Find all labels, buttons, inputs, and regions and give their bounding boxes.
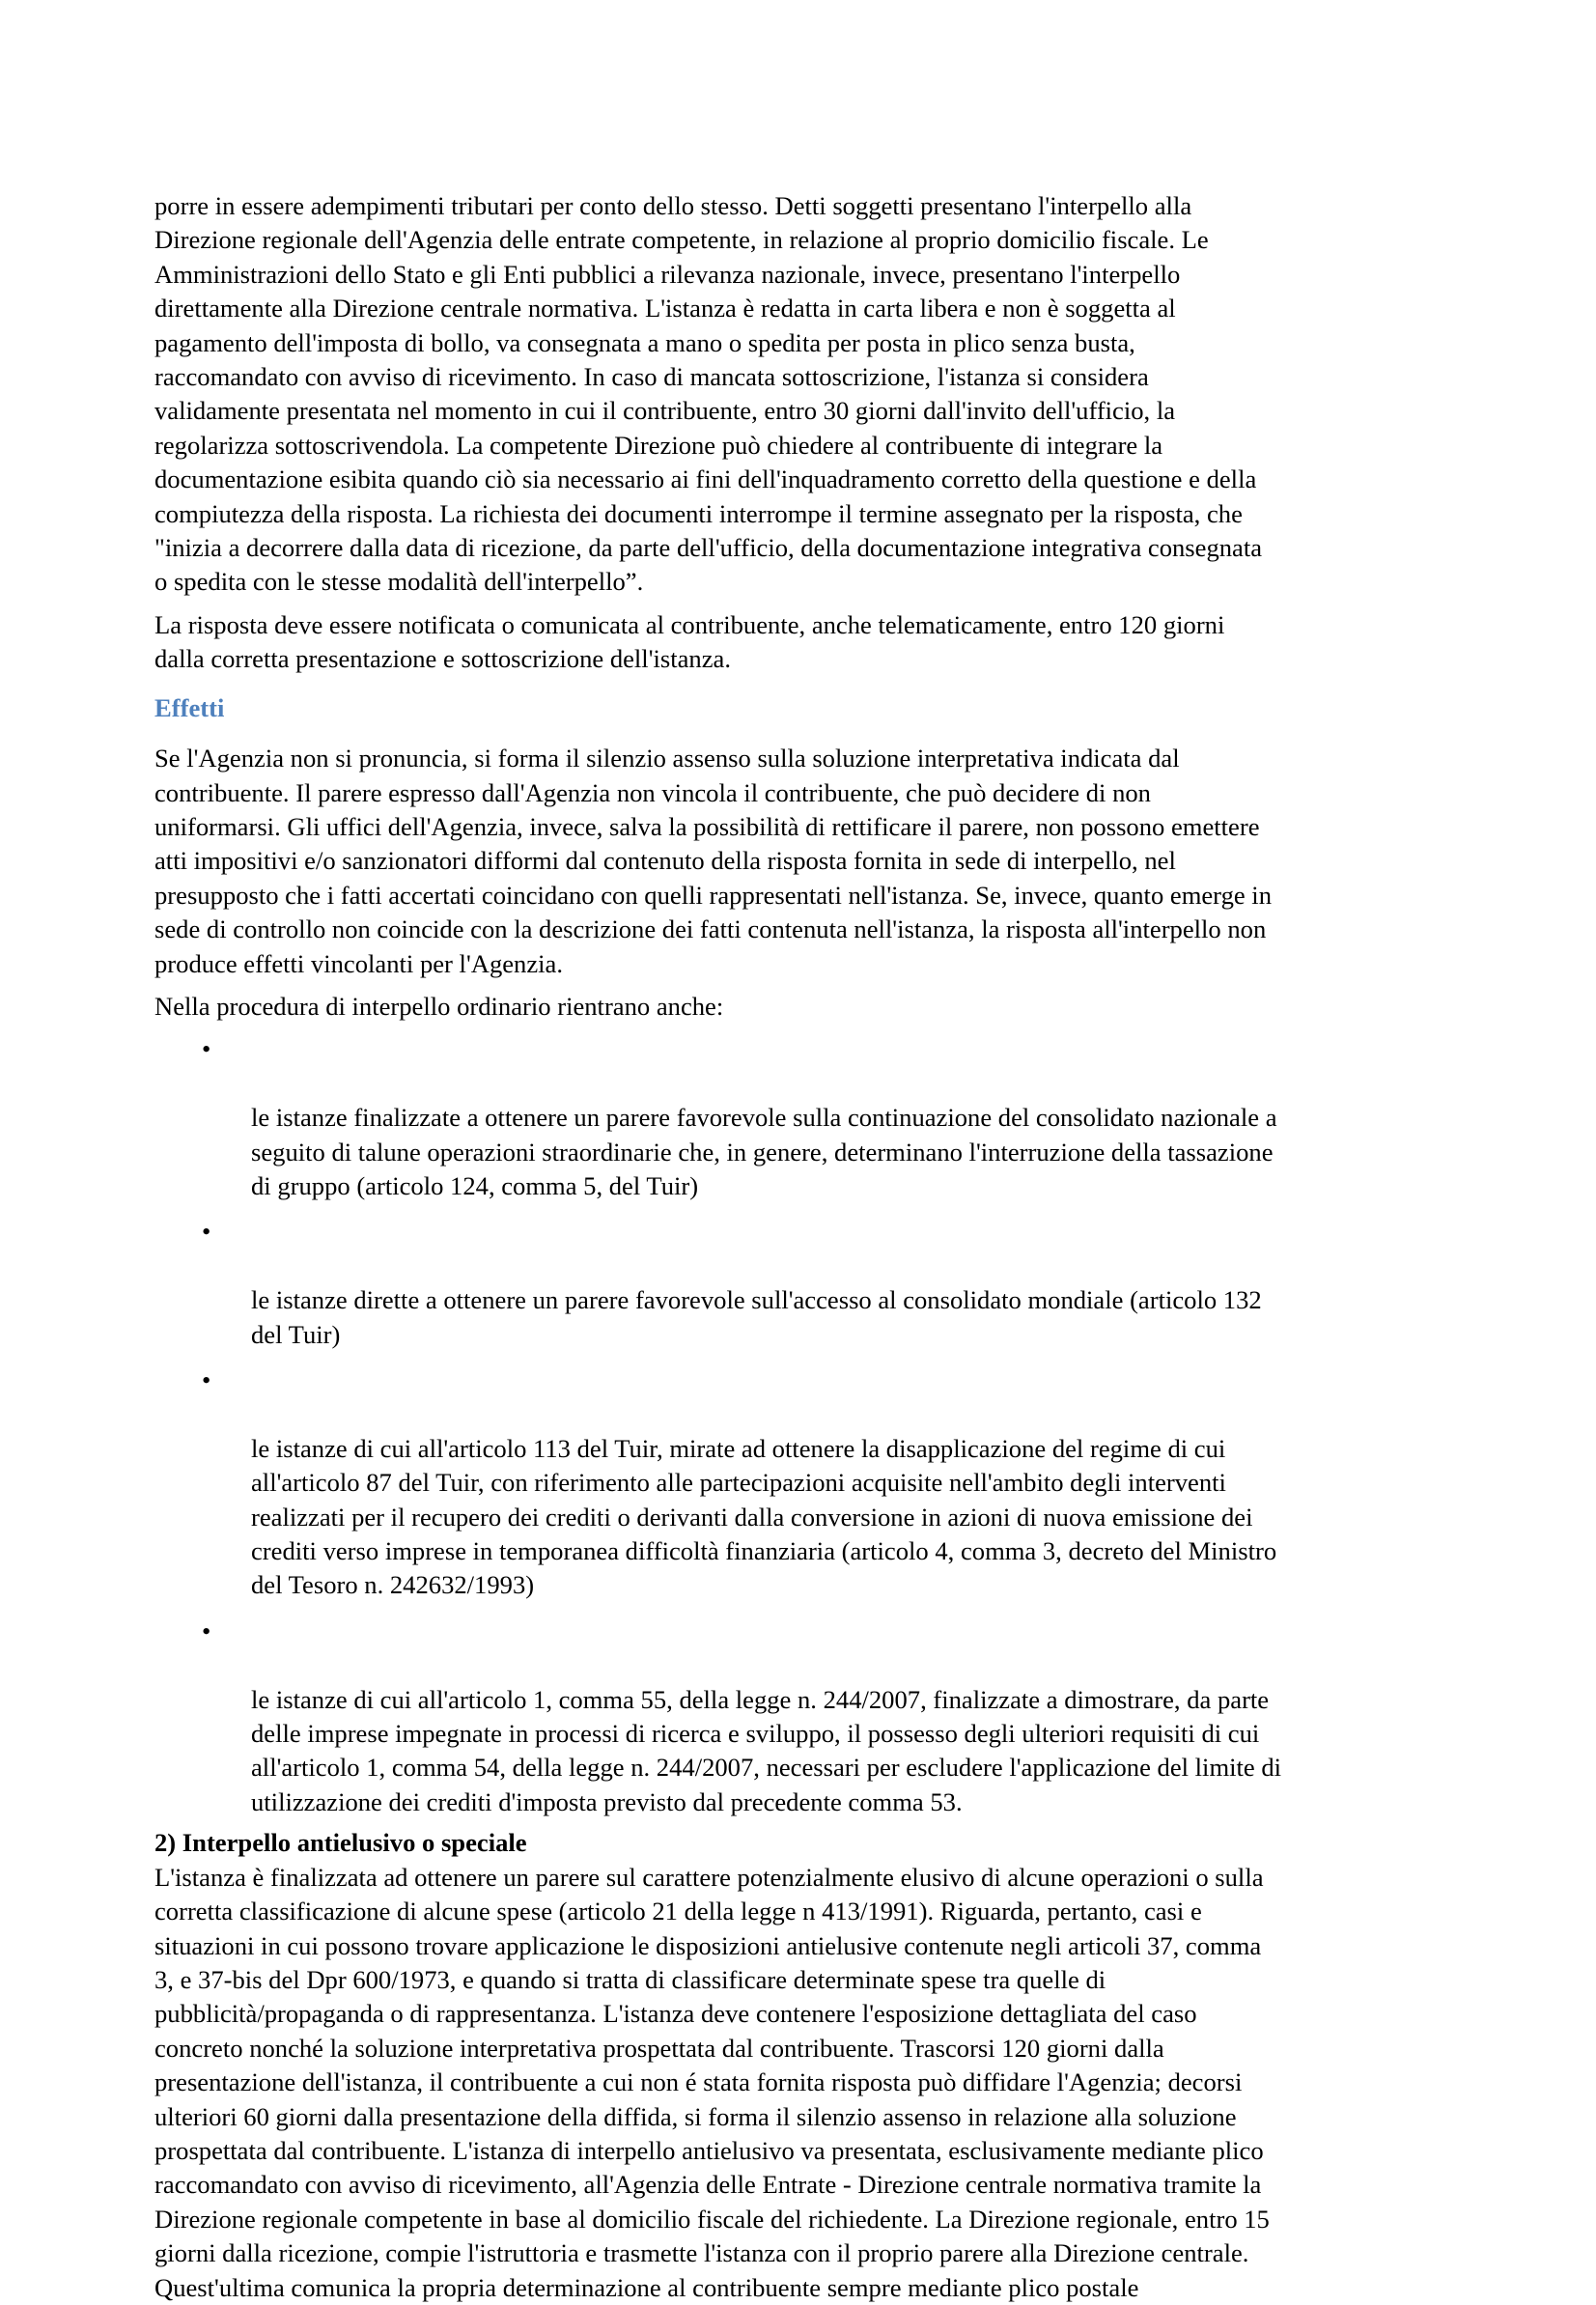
list-item	[154, 1215, 1453, 1352]
document-page	[154, 189, 1453, 2305]
effetti-heading: Effetti	[154, 692, 225, 722]
list-item	[154, 1363, 1453, 1603]
list-item-text: le istanze finalizzate a ottenere un parere favorevole sulla continuazione del consolidato nazionale a seguito di talune operazioni straordinarie che, in genere, determinano l'interruzione della tassazione di gruppo (articolo 124, comma 5, del Tuir)	[251, 1103, 1277, 1200]
list-item-text: le istanze di cui all'articolo 113 del Tuir, mirate ad ottenere la disapplicazione del regime di cui all'articolo 87 del Tuir, con riferimento alle partecipazioni acquisite nell'ambito degli interventi realizzati per il recupero dei crediti o derivanti dalla conversione in azioni di nuova emissione dei crediti verso imprese in temporanea difficoltà finanziaria (articolo 4, comma 3, decreto del Ministro del Tesoro n. 242632/1993)	[251, 1433, 1277, 1600]
list-item-text: le istanze di cui all'articolo 1, comma 55, della legge n. 244/2007, finalizzate a dimostrare, da parte delle imprese impegnate in processi di ricerca e sviluppo, il possesso degli ulteriori requisiti di cui all'articolo 1, comma 54, della legge n. 244/2007, necessari per escludere l'applicazione del limite di utilizzazione dei crediti d'imposta previsto dal precedente comma 53.	[251, 1684, 1282, 1816]
bullet-icon: •	[202, 1616, 211, 1645]
antielusivo-paragraph: L'istanza è finalizzata ad ottenere un parere sul carattere potenzialmente elusivo di alcune operazioni o sulla corretta classificazione di alcune spese (articolo 21 della legge n 413/1991). Riguarda, pertanto, casi e situazioni in cui possono trovare applicazione le disposizioni antielusive contenute negli articoli 37, comma 3, e 37-bis del Dpr 600/1973, e quando si tratta di classificare determinate spese tra quelle di pubblicità/propaganda o di rappresentanza. L'istanza deve contenere l'esposizione dettagliata del caso concreto nonché la soluzione interpretativa prospettata dal contribuente. Trascorsi 120 giorni dalla presentazione dell'istanza, il contribuente a cui non é stata fornita risposta può diffidare l'Agenzia; decorsi ulteriori 60 giorni dalla presentazione della diffida, si forma il silenzio assenso in relazione alla soluzione prospettata dal contribuente. L'istanza di interpello antielusivo va presentata, esclusivamente mediante plico raccomandato con avviso di ricevimento, all'Agenzia delle Entrate - Direzione centrale normativa tramite la Direzione regionale competente in base al domicilio fiscale del richiedente. La Direzione regionale, entro 15 giorni dalla ricezione, compie l'istruttoria e trasmette l'istanza con il proprio parere alla Direzione centrale. Quest'ultima comunica la propria determinazione al contribuente sempre mediante plico postale	[154, 1862, 1270, 2302]
list-item	[154, 1032, 1453, 1203]
antielusivo-heading: 2) Interpello antielusivo o speciale	[154, 1828, 527, 1858]
bullet-icon: •	[202, 1217, 211, 1247]
interpello-ordinario-list	[154, 1032, 1453, 1819]
response-deadline-paragraph: La risposta deve essere notificata o comunicata al contribuente, anche telematicamente, entro 120 giorni dalla corretta presentazione e sottoscrizione dell'istanza.	[154, 609, 1225, 674]
effetti-paragraph: Se l'Agenzia non si pronuncia, si forma il silenzio assenso sulla soluzione interpretativa indicata dal contribuente. Il parere espresso dall'Agenzia non vincola il contribuente, che può decidere di non uniformarsi. Gli uffici dell'Agenzia, invece, salva la possibilità di rettificare il parere, non possono emettere atti impositivi e/o sanzionatori difformi dal contenuto della risposta fornita in sede di interpello, nel presupposto che i fatti accertati coincidano con quelli rappresentati nell'istanza. Se, invece, quanto emerge in sede di controllo non coincide con la descrizione dei fatti contenuta nell'istanza, la risposta all'interpello non produce effetti vincolanti per l'Agenzia.	[154, 744, 1272, 978]
intro-paragraph: porre in essere adempimenti tributari per conto dello stesso. Detti soggetti presentano l'interpello alla Direzione regionale dell'Agenzia delle entrate competente, in relazione al proprio domicilio fiscale. Le Amministrazioni dello Stato e gli Enti pubblici a rilevanza nazionale, invece, presentano l'interpello direttamente alla Direzione centrale normativa. L'istanza è redatta in carta libera e non è soggetta al pagamento dell'imposta di bollo, va consegnata a mano o spedita per posta in plico senza busta, raccomandato con avviso di ricevimento. In caso di mancata sottoscrizione, l'istanza si considera validamente presentata nel momento in cui il contribuente, entro 30 giorni dall'invito dell'ufficio, la regolarizza sottoscrivendola. La competente Direzione può chiedere al contribuente di integrare la documentazione esibita quando ciò sia necessario ai fini dell'inquadramento corretto della questione e della compiutezza della risposta. La richiesta dei documenti interrompe il termine assegnato per la risposta, che "inizia a decorrere dalla data di ricezione, da parte dell'ufficio, della documentazione integrativa consegnata o spedita con le stesse modalità dell'interpello”.	[154, 191, 1263, 597]
list-item-text: le istanze dirette a ottenere un parere favorevole sull'accesso al consolidato mondiale (articolo 132 del Tuir)	[251, 1285, 1262, 1349]
bullet-icon: •	[202, 1034, 211, 1064]
list-item	[154, 1615, 1453, 1819]
bullet-icon: •	[202, 1365, 211, 1394]
list-intro-paragraph: Nella procedura di interpello ordinario rientrano anche:	[154, 991, 724, 1021]
